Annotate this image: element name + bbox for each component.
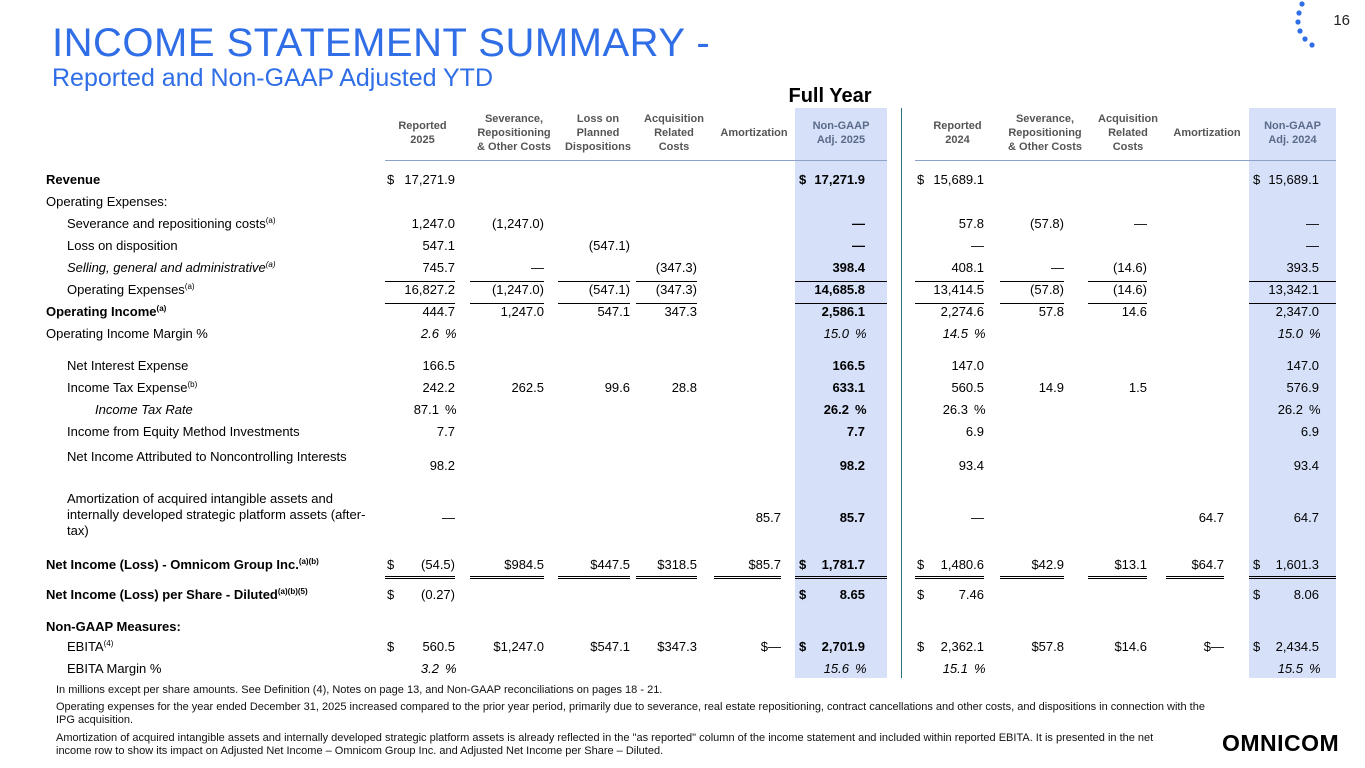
column-header: Amortization bbox=[1173, 127, 1241, 139]
table-cell: 26.3 bbox=[942, 402, 968, 417]
dollar-sign: $ bbox=[917, 639, 925, 654]
table-cell: 15.0 bbox=[1277, 326, 1303, 341]
row-label bbox=[67, 282, 195, 298]
dollar-sign: $ bbox=[1253, 172, 1261, 187]
table-cell: — bbox=[442, 510, 455, 525]
total-rule bbox=[558, 578, 630, 579]
table-cell: 3.2 bbox=[420, 661, 439, 676]
row-label bbox=[67, 216, 276, 232]
total-rule bbox=[470, 578, 544, 579]
header-rule-2025 bbox=[385, 160, 887, 161]
dollar-sign: $ bbox=[917, 587, 925, 602]
dollar-sign: $ bbox=[917, 557, 925, 572]
table-cell: $64.7 bbox=[1191, 557, 1224, 572]
table-row bbox=[0, 402, 1365, 418]
table-cell: 14.9 bbox=[1038, 380, 1064, 395]
table-cell: $984.5 bbox=[504, 557, 544, 572]
table-row bbox=[0, 557, 1365, 573]
dollar-sign: $ bbox=[917, 172, 925, 187]
row-label bbox=[67, 380, 197, 396]
table-cell: 17,271.9 bbox=[404, 172, 455, 187]
table-cell: 147.0 bbox=[951, 358, 984, 373]
table-cell: 7.46 bbox=[958, 587, 984, 602]
table-cell: 14.6 bbox=[1121, 304, 1147, 319]
percent-sign: % bbox=[974, 661, 986, 676]
table-cell: 93.4 bbox=[958, 458, 984, 473]
total-rule bbox=[714, 578, 781, 579]
total-rule bbox=[1000, 576, 1064, 577]
table-row bbox=[0, 358, 1365, 374]
table-cell: 1,480.6 bbox=[940, 557, 984, 572]
table-cell: 7.7 bbox=[846, 424, 865, 439]
table-cell: — bbox=[1134, 216, 1147, 231]
table-cell: $— bbox=[760, 639, 781, 654]
table-cell: 7.7 bbox=[436, 424, 455, 439]
total-rule bbox=[1249, 576, 1336, 577]
total-rule bbox=[636, 281, 697, 282]
table-cell: (0.27) bbox=[421, 587, 455, 602]
row-label-superscript: (a)(b) bbox=[298, 557, 319, 566]
dollar-sign: $ bbox=[799, 639, 807, 654]
column-header: Non-GAAP Adj. 2025 bbox=[812, 120, 870, 146]
header-rule-2024 bbox=[915, 160, 1336, 161]
row-label bbox=[67, 449, 347, 465]
table-cell: 13,342.1 bbox=[1268, 282, 1319, 297]
table-cell: (1,247.0) bbox=[491, 282, 544, 297]
table-cell: 6.9 bbox=[1300, 424, 1319, 439]
dollar-sign: $ bbox=[1253, 639, 1261, 654]
dollar-sign: $ bbox=[1253, 557, 1261, 572]
table-cell: 147.0 bbox=[1286, 358, 1319, 373]
dollar-sign: $ bbox=[1253, 587, 1261, 602]
column-header: Reported 2025 bbox=[398, 120, 447, 146]
table-cell: 1,247.0 bbox=[411, 216, 455, 231]
period-label: Full Year bbox=[788, 85, 872, 107]
table-cell: 93.4 bbox=[1293, 458, 1319, 473]
table-cell: 8.06 bbox=[1293, 587, 1319, 602]
percent-sign: % bbox=[855, 402, 867, 417]
table-row bbox=[0, 304, 1365, 320]
table-cell: — bbox=[971, 238, 984, 253]
total-rule bbox=[558, 576, 630, 577]
total-rule bbox=[470, 303, 544, 304]
total-rule bbox=[1088, 576, 1147, 577]
total-rule bbox=[636, 303, 697, 304]
total-rule bbox=[1249, 578, 1336, 579]
page-subtitle: Reported and Non-GAAP Adjusted YTD bbox=[52, 64, 494, 92]
table-cell: 14.5 bbox=[942, 326, 968, 341]
table-row bbox=[0, 661, 1365, 677]
table-cell: 85.7 bbox=[839, 510, 865, 525]
footnote: Operating expenses for the year ended December 31, 2025 increased compared to the prior year period, primarily due to severance, real estate repositioning, contract cancellations and other costs, and dispositions in connection with the IPG acquisition. bbox=[56, 701, 1205, 726]
table-row bbox=[0, 639, 1365, 655]
column-header: Severance, Repositioning & Other Costs bbox=[1008, 113, 1082, 153]
table-cell: 2,586.1 bbox=[821, 304, 865, 319]
row-label-text: Net Interest Expense bbox=[67, 358, 189, 373]
table-cell: 2,701.9 bbox=[821, 639, 865, 654]
table-cell: 8.65 bbox=[839, 587, 865, 602]
row-label bbox=[46, 619, 181, 635]
table-cell: — bbox=[852, 216, 865, 231]
total-rule bbox=[795, 303, 887, 304]
table-cell: (347.3) bbox=[655, 282, 697, 297]
table-cell: 2,434.5 bbox=[1275, 639, 1319, 654]
percent-sign: % bbox=[855, 326, 867, 341]
row-label-text: Net Income (Loss) per Share - Diluted bbox=[46, 587, 278, 602]
table-cell: 15,689.1 bbox=[1268, 172, 1319, 187]
table-cell: $347.3 bbox=[657, 639, 697, 654]
table-cell: $57.8 bbox=[1031, 639, 1064, 654]
column-header: Non-GAAP Adj. 2024 bbox=[1264, 120, 1321, 146]
percent-sign: % bbox=[1309, 402, 1321, 417]
table-cell: (54.5) bbox=[421, 557, 455, 572]
percent-sign: % bbox=[445, 402, 457, 417]
row-label-text: EBITA Margin % bbox=[67, 661, 162, 676]
dollar-sign: $ bbox=[387, 639, 395, 654]
total-rule bbox=[470, 576, 544, 577]
total-rule bbox=[1000, 578, 1064, 579]
table-cell: 13,414.5 bbox=[933, 282, 984, 297]
row-label-text: Income from Equity Method Investments bbox=[67, 424, 300, 439]
row-label bbox=[67, 424, 300, 440]
row-label-text: Amortization of acquired intangible assets and internally developed strategic platform assets (after- tax) bbox=[67, 491, 366, 538]
table-cell: 57.8 bbox=[958, 216, 984, 231]
table-cell: 444.7 bbox=[422, 304, 455, 319]
row-label-superscript: (b) bbox=[187, 380, 198, 389]
row-label-text: Selling, general and administrative bbox=[67, 260, 266, 275]
row-label-text: Non-GAAP Measures: bbox=[46, 619, 181, 634]
row-label-superscript: (a) bbox=[265, 260, 276, 269]
table-cell: 15.5 bbox=[1277, 661, 1303, 676]
row-label-text: Net Income Attributed to Noncontrolling Interests bbox=[67, 449, 347, 464]
table-cell: 26.2 bbox=[823, 402, 849, 417]
table-cell: 398.4 bbox=[832, 260, 865, 275]
table-row bbox=[0, 587, 1365, 603]
total-rule bbox=[385, 303, 455, 304]
table-row bbox=[0, 424, 1365, 440]
table-cell: 64.7 bbox=[1198, 510, 1224, 525]
total-rule bbox=[1088, 281, 1147, 282]
table-cell: 64.7 bbox=[1293, 510, 1319, 525]
row-label bbox=[46, 587, 308, 603]
footnote: In millions except per share amounts. See Definition (4), Notes on page 13, and Non-GAAP reconciliations on pages 18 - 21. bbox=[56, 684, 663, 696]
percent-sign: % bbox=[974, 326, 986, 341]
table-cell: $1,247.0 bbox=[493, 639, 544, 654]
table-cell: 262.5 bbox=[511, 380, 544, 395]
row-label-text: Operating Expenses bbox=[67, 282, 185, 297]
row-label bbox=[46, 304, 166, 320]
decorative-dots-icon bbox=[1290, 0, 1320, 60]
row-label bbox=[67, 238, 178, 254]
table-cell: 1,781.7 bbox=[821, 557, 865, 572]
table-cell: $42.9 bbox=[1031, 557, 1064, 572]
table-row bbox=[0, 260, 1365, 276]
column-header: Loss on Planned Dispositions bbox=[564, 113, 631, 153]
total-rule bbox=[795, 578, 887, 579]
row-label-superscript: (a) bbox=[265, 216, 276, 225]
table-row bbox=[0, 449, 1365, 483]
percent-sign: % bbox=[445, 661, 457, 676]
row-label-text: Severance and repositioning costs bbox=[67, 216, 266, 231]
table-cell: 347.3 bbox=[664, 304, 697, 319]
row-label bbox=[46, 172, 100, 188]
table-cell: (1,247.0) bbox=[491, 216, 544, 231]
table-cell: 242.2 bbox=[422, 380, 455, 395]
table-cell: 1,247.0 bbox=[500, 304, 544, 319]
dollar-sign: $ bbox=[799, 172, 807, 187]
table-cell: 745.7 bbox=[422, 260, 455, 275]
column-header: Severance, Repositioning & Other Costs bbox=[477, 113, 551, 153]
total-rule bbox=[1088, 578, 1147, 579]
row-label-text: Revenue bbox=[46, 172, 101, 187]
row-label bbox=[67, 358, 188, 374]
table-cell: 98.2 bbox=[839, 458, 865, 473]
row-label bbox=[67, 491, 382, 539]
table-cell: 560.5 bbox=[422, 639, 455, 654]
table-cell: 1,601.3 bbox=[1275, 557, 1319, 572]
table-cell: 633.1 bbox=[832, 380, 865, 395]
row-label bbox=[46, 194, 167, 210]
table-row bbox=[0, 282, 1365, 298]
percent-sign: % bbox=[1309, 661, 1321, 676]
table-cell: 408.1 bbox=[951, 260, 984, 275]
table-cell: $— bbox=[1203, 639, 1224, 654]
table-cell: 99.6 bbox=[604, 380, 630, 395]
total-rule bbox=[1000, 281, 1064, 282]
table-row bbox=[0, 619, 1365, 635]
row-label bbox=[46, 557, 319, 573]
row-label bbox=[46, 326, 208, 342]
table-cell: 16,827.2 bbox=[404, 282, 455, 297]
row-label bbox=[67, 661, 161, 677]
row-label-superscript: (4) bbox=[103, 639, 114, 648]
dollar-sign: $ bbox=[799, 587, 807, 602]
row-label-text: Net Income (Loss) - Omnicom Group Inc. bbox=[46, 557, 299, 572]
table-row bbox=[0, 172, 1365, 188]
row-label-text: Operating Expenses: bbox=[46, 194, 168, 209]
total-rule bbox=[1088, 303, 1147, 304]
table-cell: (57.8) bbox=[1030, 282, 1064, 297]
total-rule bbox=[915, 576, 984, 577]
table-row bbox=[0, 194, 1365, 210]
total-rule bbox=[1249, 303, 1336, 304]
total-rule bbox=[636, 576, 697, 577]
row-label-superscript: (a) bbox=[156, 304, 167, 313]
table-cell: 2.6 bbox=[420, 326, 439, 341]
total-rule bbox=[915, 578, 984, 579]
table-cell: 547.1 bbox=[422, 238, 455, 253]
row-label-text: Operating Income Margin % bbox=[46, 326, 208, 341]
table-cell: $318.5 bbox=[657, 557, 697, 572]
table-cell: 2,362.1 bbox=[940, 639, 984, 654]
table-cell: 28.8 bbox=[671, 380, 697, 395]
table-cell: — bbox=[1306, 216, 1319, 231]
total-rule bbox=[385, 576, 455, 577]
table-row bbox=[0, 491, 1365, 545]
total-rule bbox=[385, 281, 455, 282]
total-rule bbox=[915, 303, 984, 304]
column-header: Acquisition Related Costs bbox=[1098, 113, 1158, 153]
percent-sign: % bbox=[855, 661, 867, 676]
table-cell: 15.0 bbox=[823, 326, 849, 341]
table-cell: 26.2 bbox=[1277, 402, 1303, 417]
table-cell: 15.1 bbox=[942, 661, 968, 676]
table-cell: — bbox=[531, 260, 544, 275]
table-cell: 166.5 bbox=[422, 358, 455, 373]
table-cell: 57.8 bbox=[1038, 304, 1064, 319]
table-cell: 2,347.0 bbox=[1275, 304, 1319, 319]
total-rule bbox=[1000, 303, 1064, 304]
row-label-text: Income Tax Expense bbox=[67, 380, 188, 395]
table-row bbox=[0, 216, 1365, 232]
total-rule bbox=[470, 281, 544, 282]
dollar-sign: $ bbox=[387, 172, 395, 187]
table-row bbox=[0, 326, 1365, 342]
total-rule bbox=[558, 303, 630, 304]
table-cell: $447.5 bbox=[590, 557, 630, 572]
table-cell: 17,271.9 bbox=[814, 172, 865, 187]
total-rule bbox=[1249, 281, 1336, 282]
page-title: INCOME STATEMENT SUMMARY - bbox=[52, 21, 711, 65]
table-cell: — bbox=[971, 510, 984, 525]
table-cell: (57.8) bbox=[1030, 216, 1064, 231]
total-rule bbox=[915, 281, 984, 282]
table-cell: 576.9 bbox=[1286, 380, 1319, 395]
dollar-sign: $ bbox=[387, 587, 395, 602]
table-cell: 6.9 bbox=[965, 424, 984, 439]
table-cell: 85.7 bbox=[755, 510, 781, 525]
table-cell: 1.5 bbox=[1128, 380, 1147, 395]
column-header: Amortization bbox=[720, 127, 788, 139]
row-label-text: Loss on disposition bbox=[67, 238, 178, 253]
row-label bbox=[67, 260, 276, 276]
total-rule bbox=[795, 281, 887, 282]
table-row bbox=[0, 238, 1365, 254]
table-cell: 15.6 bbox=[823, 661, 849, 676]
table-cell: 393.5 bbox=[1286, 260, 1319, 275]
percent-sign: % bbox=[1309, 326, 1321, 341]
table-row bbox=[0, 380, 1365, 396]
total-rule bbox=[636, 578, 697, 579]
omnicom-logo: OMNICOM bbox=[1222, 730, 1340, 756]
row-label-superscript: (a)(b)(5) bbox=[277, 587, 308, 596]
row-label-text: EBITA bbox=[67, 639, 104, 654]
percent-sign: % bbox=[974, 402, 986, 417]
table-cell: $85.7 bbox=[748, 557, 781, 572]
table-cell: 2,274.6 bbox=[940, 304, 984, 319]
table-cell: (547.1) bbox=[588, 238, 630, 253]
column-header: Reported 2024 bbox=[933, 120, 982, 146]
total-rule bbox=[558, 281, 630, 282]
table-cell: 166.5 bbox=[832, 358, 865, 373]
table-cell: — bbox=[1051, 260, 1064, 275]
row-label-superscript: (a) bbox=[184, 282, 195, 291]
table-cell: 98.2 bbox=[429, 458, 455, 473]
row-label-text: Operating Income bbox=[46, 304, 157, 319]
total-rule bbox=[795, 576, 887, 577]
table-cell: $547.1 bbox=[590, 639, 630, 654]
footnote: Amortization of acquired intangible assets and internally developed strategic platform assets is already reflected in the "as reported" column of the income statement and included within reported EBITA. It is presented in the net income row to show its impact on Adjusted Net Income – Omnicom Group Inc. and Adjusted Net Income per Share – Diluted. bbox=[56, 732, 1154, 757]
total-rule bbox=[1166, 578, 1224, 579]
total-rule bbox=[714, 576, 781, 577]
total-rule bbox=[1166, 576, 1224, 577]
table-cell: (547.1) bbox=[588, 282, 630, 297]
page-number: 16 bbox=[1333, 12, 1350, 29]
table-cell: $14.6 bbox=[1114, 639, 1147, 654]
table-cell: — bbox=[1306, 238, 1319, 253]
table-cell: — bbox=[852, 238, 865, 253]
table-cell: $13.1 bbox=[1114, 557, 1147, 572]
table-cell: 87.1 bbox=[413, 402, 439, 417]
row-label-text: Income Tax Rate bbox=[95, 402, 193, 417]
row-label bbox=[95, 402, 193, 418]
column-header: Acquisition Related Costs bbox=[644, 113, 704, 153]
total-rule bbox=[385, 578, 455, 579]
table-cell: 15,689.1 bbox=[933, 172, 984, 187]
dollar-sign: $ bbox=[799, 557, 807, 572]
row-label bbox=[67, 639, 113, 655]
table-cell: 14,685.8 bbox=[814, 282, 865, 297]
table-cell: (347.3) bbox=[655, 260, 697, 275]
table-cell: (14.6) bbox=[1113, 282, 1147, 297]
dollar-sign: $ bbox=[387, 557, 395, 572]
table-cell: (14.6) bbox=[1113, 260, 1147, 275]
table-cell: 547.1 bbox=[597, 304, 630, 319]
percent-sign: % bbox=[445, 326, 457, 341]
table-cell: 560.5 bbox=[951, 380, 984, 395]
